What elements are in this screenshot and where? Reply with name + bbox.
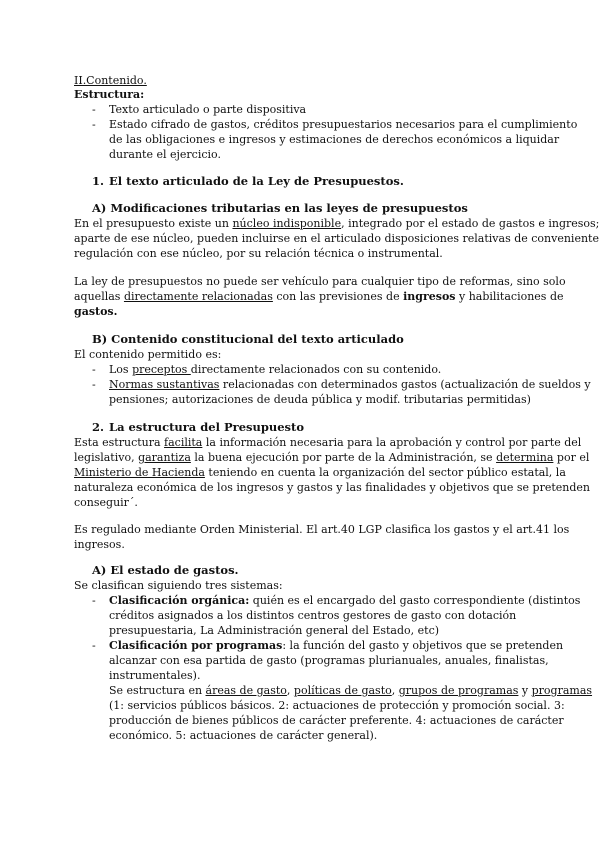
estructura-label: Estructura: [74, 88, 145, 101]
estructura-item-2: Estado cifrado de gastos, créditos presupuestarios necesarios para el cumplimiento [109, 118, 578, 131]
sec2-line7: ingresos. [74, 538, 125, 551]
secB-intro: El contenido permitido es: [74, 348, 222, 361]
sec2-number: 2. [92, 420, 105, 434]
bullet-dash: - [92, 363, 96, 376]
sec2-line2: legislativo, garantiza la buena ejecución por parte de la Administración, se determina por el [74, 451, 590, 464]
estructura-item-2-cont: durante el ejercicio. [109, 148, 221, 161]
bullet-dash: - [92, 118, 96, 131]
bullet-dash: - [92, 103, 96, 116]
sec2-line1: Esta estructura facilita la información necesaria para la aprobación y control por parte del [74, 436, 582, 449]
section-heading: II.Contenido. [74, 74, 147, 87]
sec2-line4: naturaleza económica de los ingresos y gastos y las finalidades y objetivos que se pretenden [74, 481, 590, 494]
estructura-item-1: Texto articulado o parte dispositiva [109, 103, 307, 116]
estructura-programas: Se estructura en áreas de gasto, políticas de gasto, grupos de programas y programas [109, 684, 593, 697]
secA-p2-line2: aquellas directamente relacionadas con las previsiones de ingresos y habilitaciones de [74, 290, 564, 303]
clasificacion-programas: Clasificación por programas: la función del gasto y objetivos que se pretenden [109, 639, 564, 652]
secA-title: A) Modificaciones tributarias en las leyes de presupuestos [92, 201, 468, 215]
secA-p1-line3: regulación con ese núcleo, por su relación técnica o instrumental. [74, 247, 443, 260]
clasificacion-organica-cont: presupuestaria, La Administración general del Estado, etc) [109, 624, 440, 637]
clasificacion-organica-cont: créditos asignados a los distintos centros gestores de gasto con dotación [109, 609, 517, 622]
sec2-title: La estructura del Presupuesto [109, 420, 305, 434]
sec1-number: 1. [92, 174, 105, 188]
secEst-intro: Se clasifican siguiendo tres sistemas: [74, 579, 283, 592]
bullet-dash: - [92, 594, 96, 607]
secB-item-1: Los preceptos directamente relacionados con su contenido. [109, 363, 442, 376]
secA-p1-line2: aparte de ese núcleo, pueden incluirse en el articulado disposiciones relativas de conveniente [74, 232, 599, 245]
clasificacion-organica: Clasificación orgánica: quién es el encargado del gasto correspondiente (distintos [109, 594, 581, 607]
sec2-line3: Ministerio de Hacienda teniendo en cuenta la organización del sector público estatal, la [74, 466, 566, 479]
estructura-programas-cont: producción de bienes públicos de carácter preferente. 4: actuaciones de carácter [109, 714, 564, 727]
clasificacion-programas-cont: alcanzar con esa partida de gasto (programas plurianuales, anuales, finalistas, [109, 654, 549, 667]
bullet-dash: - [92, 378, 96, 391]
estructura-programas-cont: económico. 5: actuaciones de carácter general). [109, 729, 378, 742]
sec1-title: El texto articulado de la Ley de Presupuestos. [109, 174, 404, 188]
estructura-item-2-cont: de las obligaciones e ingresos y estimaciones de derechos económicos a liquidar [109, 133, 560, 146]
secA-p2-line3: gastos. [74, 305, 118, 318]
secB-item-2: Normas sustantivas relacionadas con determinados gastos (actualización de sueldos y [109, 378, 591, 391]
secB-title: B) Contenido constitucional del texto articulado [92, 332, 404, 346]
bullet-dash: - [92, 639, 96, 652]
secB-item-2-cont: pensiones; autorizaciones de deuda pública y modif. tributarias permitidas) [109, 393, 531, 406]
secA-p2-line1: La ley de presupuestos no puede ser vehículo para cualquier tipo de reformas, sino solo [74, 275, 566, 288]
sec2-line5: conseguir´. [74, 496, 138, 509]
sec2-line6: Es regulado mediante Orden Ministerial. El art.40 LGP clasifica los gastos y el art.41 los [74, 523, 570, 536]
clasificacion-programas-cont: instrumentales). [109, 669, 201, 682]
secA-p1-line1: En el presupuesto existe un núcleo indisponible, integrado por el estado de gastos e ingresos; [74, 217, 600, 230]
secEst-title: A) El estado de gastos. [92, 563, 239, 577]
estructura-programas-cont: (1: servicios públicos básicos. 2: actuaciones de protección y promoción social. 3: [109, 699, 565, 712]
